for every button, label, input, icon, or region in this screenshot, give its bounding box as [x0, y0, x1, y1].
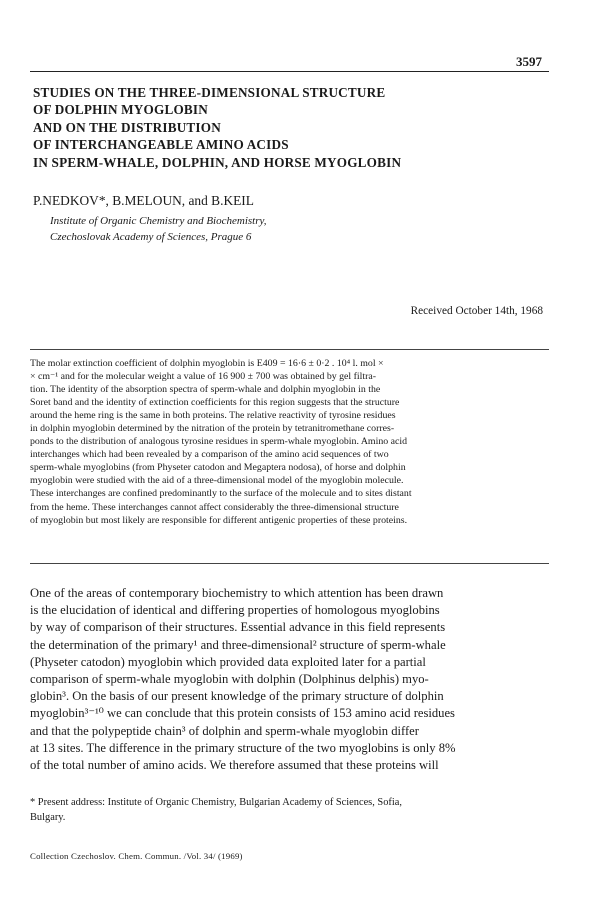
title-line: OF INTERCHANGEABLE AMINO ACIDS [33, 137, 289, 153]
abstract-line: tion. The identity of the absorption spectra of sperm-whale and dolphin myoglobin in the [30, 384, 381, 396]
affiliation [50, 213, 267, 245]
abstract-line: These interchanges are confined predominantly to the surface of the molecule and to sites distant [30, 488, 412, 500]
journal-footer: Collection Czechoslov. Chem. Commun. /Vol. 34/ (1969) [30, 851, 243, 861]
affiliation-line: Czechoslovak Academy of Sciences, Prague 6 [50, 231, 252, 243]
body-line: One of the areas of contemporary biochemistry to which attention has been drawn [30, 586, 444, 600]
abstract-line: Soret band and the identity of extinction coefficients for this region suggests that the structure [30, 397, 400, 409]
title-line: OF DOLPHIN MYOGLOBIN [33, 102, 208, 118]
header-rule [30, 71, 549, 72]
body-line: and that the polypeptide chain³ of dolphin and sperm-whale myoglobin differ [30, 723, 419, 738]
article-title [33, 84, 553, 171]
body-line: (Physeter catodon) myoglobin which provided data exploited later for a partial [30, 654, 426, 669]
abstract-line: The molar extinction coefficient of dolphin myoglobin is E409 = 16·6 ± 0·2 . 10⁴ l. mol × [30, 358, 384, 369]
abstract-line: ponds to the distribution of analogous tyrosine residues in sperm-whale myoglobin. Amino acid [30, 436, 408, 448]
body-line: globin³. On the basis of our present knowledge of the primary structure of dolphin [30, 689, 444, 704]
body-line: comparison of sperm-whale myoglobin with dolphin (Dolphinus delphis) myo- [30, 672, 429, 687]
abstract-line: interchanges which had been revealed by a comparison of the amino acid sequences of two [30, 449, 389, 461]
abstract-top-rule [30, 349, 549, 350]
abstract-line: from the heme. These interchanges cannot affect considerably the three-dimensional structure [30, 501, 399, 513]
body-line: is the elucidation of identical and differing properties of homologous myoglobins [30, 603, 440, 618]
abstract-line: in dolphin myoglobin determined by the nitration of the protein by tetranitromethane corres- [30, 423, 395, 435]
abstract-line: sperm-whale myoglobins (from Physeter catodon and Megaptera nodosa), of horse and dolphin [30, 462, 406, 474]
body-line: myoglobin³⁻¹⁰ we can conclude that this protein consists of 153 amino acid residues [30, 706, 455, 721]
body-text [30, 585, 550, 774]
body-line: of the total number of amino acids. We therefore assumed that these proteins will [30, 758, 439, 773]
footnote-line: Bulgary. [30, 811, 66, 823]
abstract [30, 357, 549, 527]
abstract-line: myoglobin were studied with the aid of a three-dimensional model of the myoglobin molecule. [30, 475, 404, 487]
abstract-line: × cm⁻¹ and for the molecular weight a value of 16 900 ± 700 was obtained by gel filtra- [30, 371, 377, 383]
affiliation-line: Institute of Organic Chemistry and Biochemistry, [50, 215, 267, 227]
abstract-bottom-rule [30, 563, 549, 564]
authors: P.NEDKOV*, B.MELOUN, and B.KEIL [33, 193, 254, 208]
title-line: IN SPERM-WHALE, DOLPHIN, AND HORSE MYOGLOBIN [33, 154, 402, 170]
body-line: the determination of the primary¹ and three-dimensional² structure of sperm-whale [30, 637, 446, 652]
title-line: STUDIES ON THE THREE-DIMENSIONAL STRUCTURE [33, 85, 386, 100]
title-line: AND ON THE DISTRIBUTION [33, 119, 221, 135]
footnote [30, 796, 550, 825]
abstract-line: around the heme ring is the same in both proteins. The relative reactivity of tyrosine residues [30, 410, 396, 422]
footnote-line: * Present address: Institute of Organic Chemistry, Bulgarian Academy of Sciences, Sofia, [30, 797, 402, 808]
abstract-line: of myoglobin but most likely are responsible for different antigenic properties of these proteins. [30, 514, 408, 526]
received-date: Received October 14th, 1968 [410, 305, 543, 317]
page-number: 3597 [516, 54, 542, 69]
body-line: by way of comparison of their structures. Essential advance in this field represents [30, 620, 446, 635]
body-line: at 13 sites. The difference in the primary structure of the two myoglobins is only 8% [30, 740, 456, 755]
